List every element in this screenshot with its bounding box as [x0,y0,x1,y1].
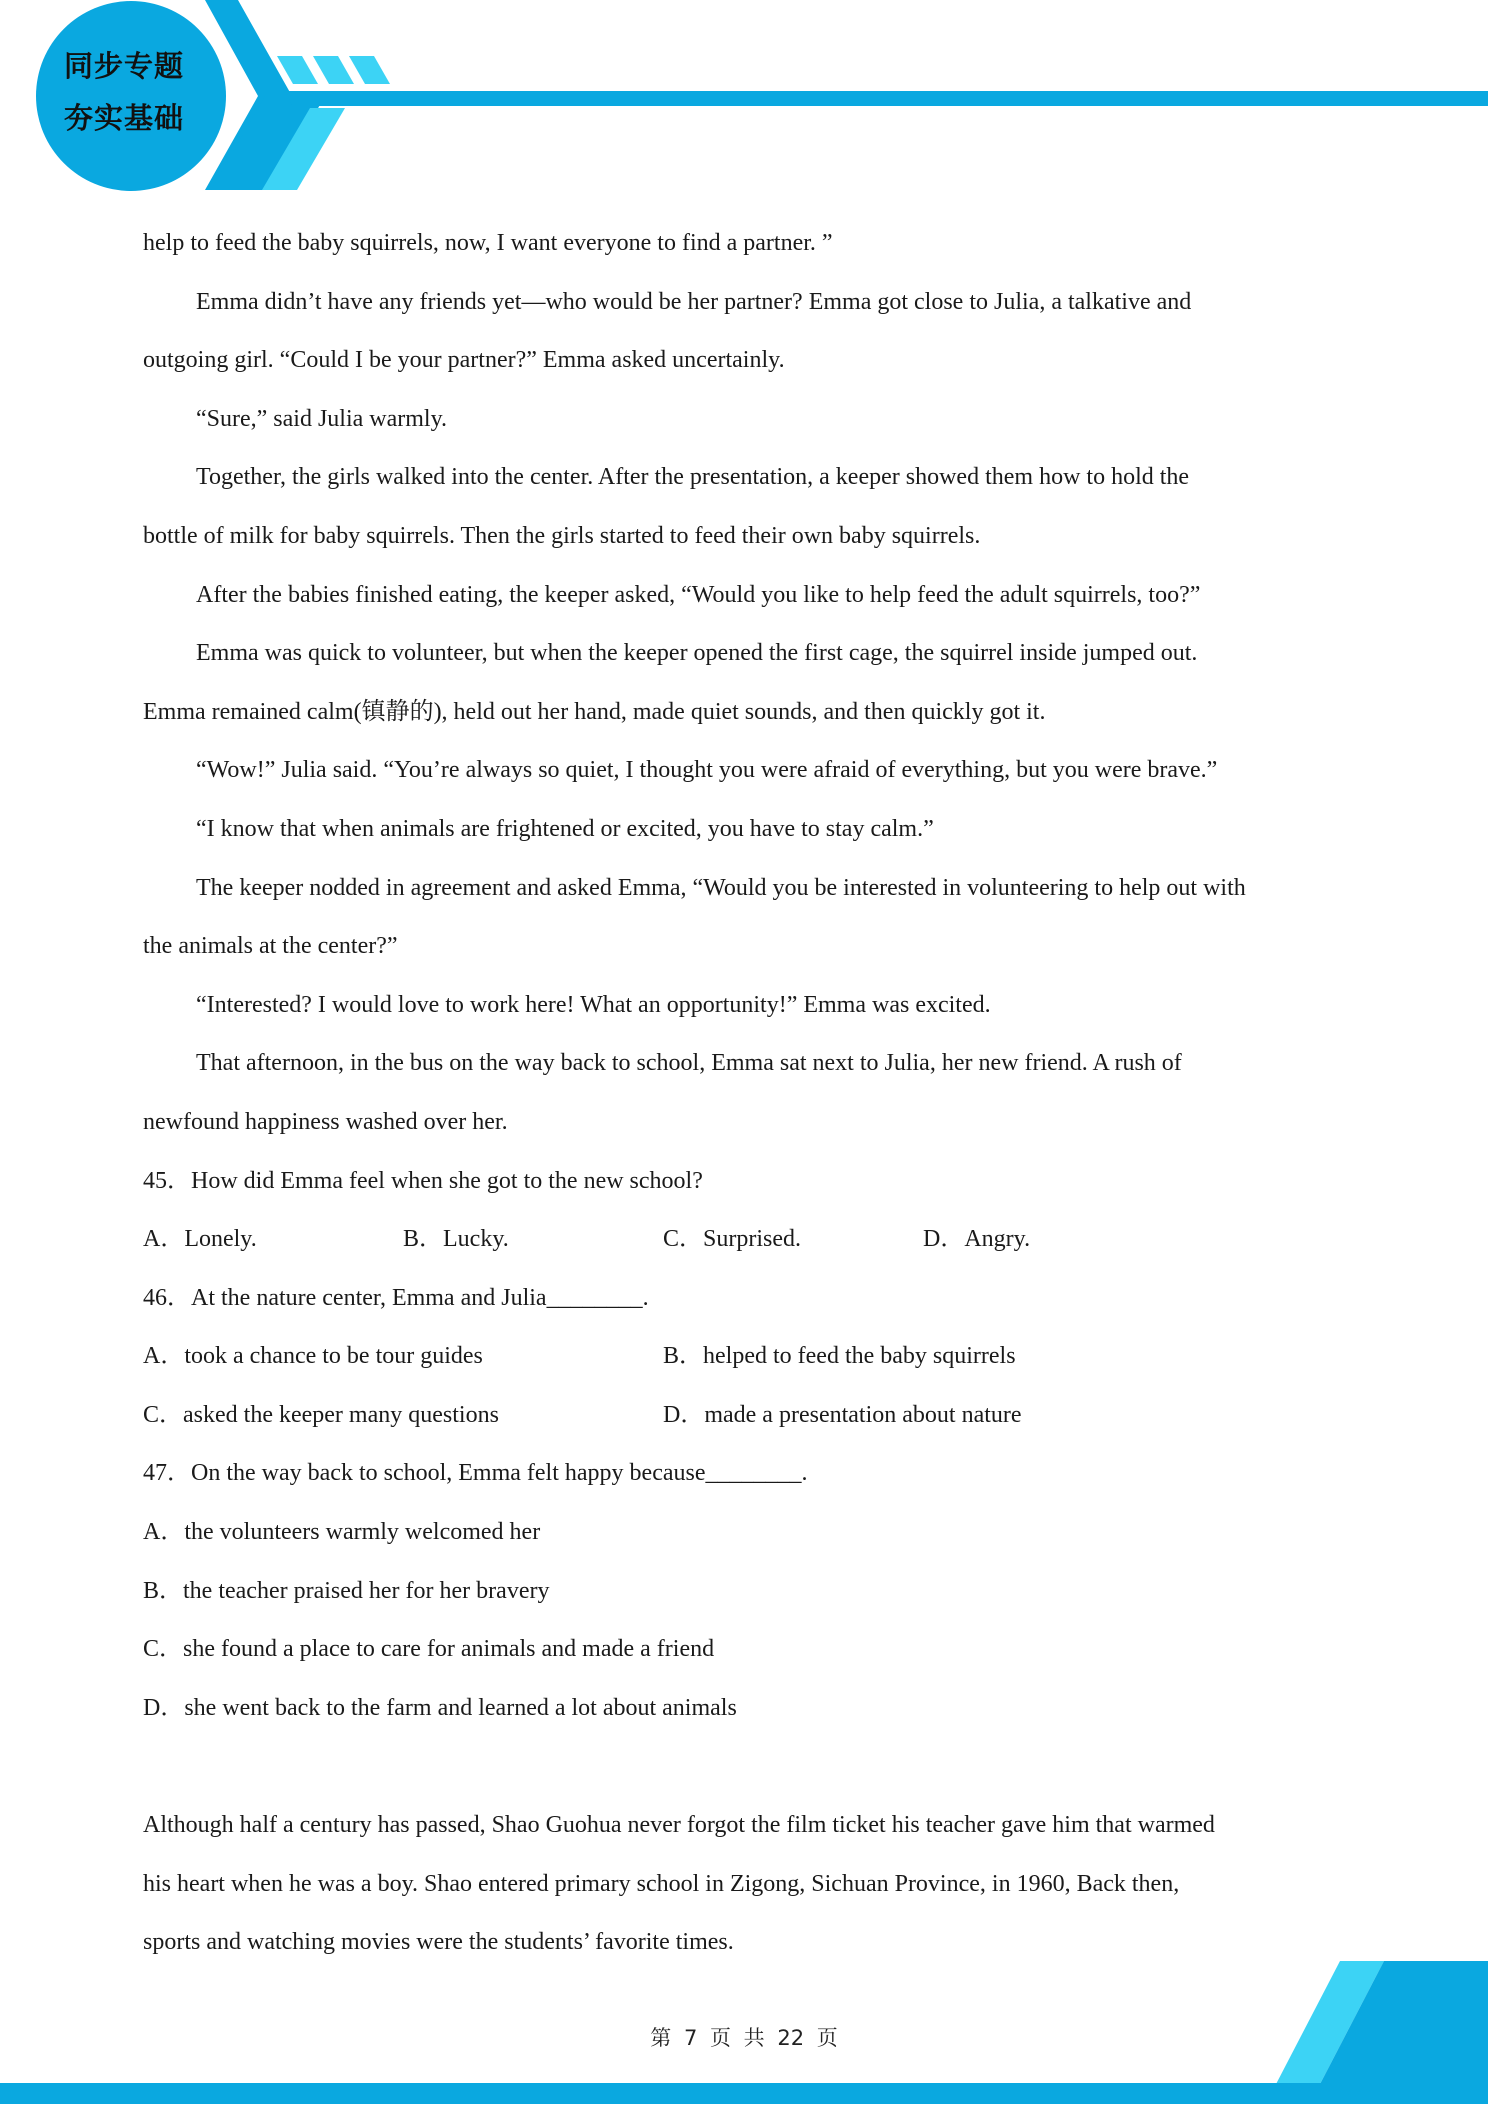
header-stripe [349,56,390,84]
passage-line: sports and watching movies were the students’ favorite times. [143,1929,734,1956]
question-47-stem: 47．On the way back to school, Emma felt happy because________. [143,1460,808,1487]
answer-option: C．she found a place to care for animals and made a friend [143,1636,715,1663]
question-45-options [143,1210,1363,1269]
question-46-options [143,1386,1363,1445]
document-body [143,214,1363,1972]
passage-line: outgoing girl. “Could I be your partner?” Emma asked uncertainly. [143,347,785,374]
answer-option: B．helped to feed the baby squirrels [663,1343,1016,1370]
passage-line: help to feed the baby squirrels, now, I want everyone to find a partner. ” [143,230,833,256]
badge-line-2: 夯实基础 [63,101,184,135]
passage-line: “Sure,” said Julia warmly. [196,405,448,432]
answer-option: A．Lonely. [143,1226,257,1253]
question-46-stem: 46．At the nature center, Emma and Julia________. [143,1284,649,1311]
passage-line: “Wow!” Julia said. “You’re always so quiet, I thought you were afraid of everything, but you were brave.” [196,757,1218,784]
answer-option: C．asked the keeper many questions [143,1401,499,1428]
answer-option: B．the teacher praised her for her bravery [143,1577,550,1604]
footer-bar [0,2083,1488,2104]
header-bar [286,91,1488,106]
answer-option: A．the volunteers warmly welcomed her [143,1519,541,1546]
question-46-options [143,1327,1363,1386]
answer-option: C．Surprised. [663,1226,801,1253]
passage-line: “Interested? I would love to work here! What an opportunity!” Emma was excited. [196,991,991,1018]
section-spacer [143,1737,1363,1796]
header-stripe [277,56,318,84]
passage-line: bottle of milk for baby squirrels. Then the girls started to feed their own baby squirrels. [143,522,981,549]
answer-option: B．Lucky. [403,1226,509,1253]
passage-line: the animals at the center?” [143,933,398,960]
header-stripe [313,56,354,84]
passage-line: The keeper nodded in agreement and asked Emma, “Would you be interested in volunteering to help out with [196,874,1246,901]
answer-option: D．made a presentation about nature [663,1401,1022,1428]
header-badge-text [36,40,212,144]
passage-line: That afternoon, in the bus on the way back to school, Emma sat next to Julia, her new friend. A rush of [196,1050,1182,1077]
passage-line: Together, the girls walked into the center. After the presentation, a keeper showed them how to hold the [196,464,1190,491]
badge-line-1: 同步专题 [63,49,184,83]
question-45-stem: 45．How did Emma feel when she got to the new school? [143,1167,703,1194]
answer-option: D．Angry. [923,1226,1031,1253]
passage-line: newfound happiness washed over her. [143,1108,508,1135]
answer-option: D．she went back to the farm and learned a lot about animals [143,1694,737,1721]
passage-line: Emma remained calm(镇静的), held out her hand, made quiet sounds, and then quickly got it. [143,698,1046,725]
passage-line: Emma was quick to volunteer, but when the keeper opened the first cage, the squirrel inside jumped out. [196,640,1198,667]
answer-option: A．took a chance to be tour guides [143,1343,483,1370]
header-banner [0,0,1488,200]
passage-line: Although half a century has passed, Shao Guohua never forgot the film ticket his teacher gave him that warmed [143,1812,1215,1839]
passage-line: After the babies finished eating, the keeper asked, “Would you like to help feed the adult squirrels, too?” [196,581,1201,608]
passage-line: Emma didn’t have any friends yet—who would be her partner? Emma got close to Julia, a talkative and [196,288,1192,315]
passage-line: his heart when he was a boy. Shao entered primary school in Zigong, Sichuan Province, in 1960, Back then, [143,1870,1180,1897]
page-number: 第 7 页 共 22 页 [650,2026,838,2050]
passage-line: “I know that when animals are frightened or excited, you have to stay calm.” [196,815,934,842]
